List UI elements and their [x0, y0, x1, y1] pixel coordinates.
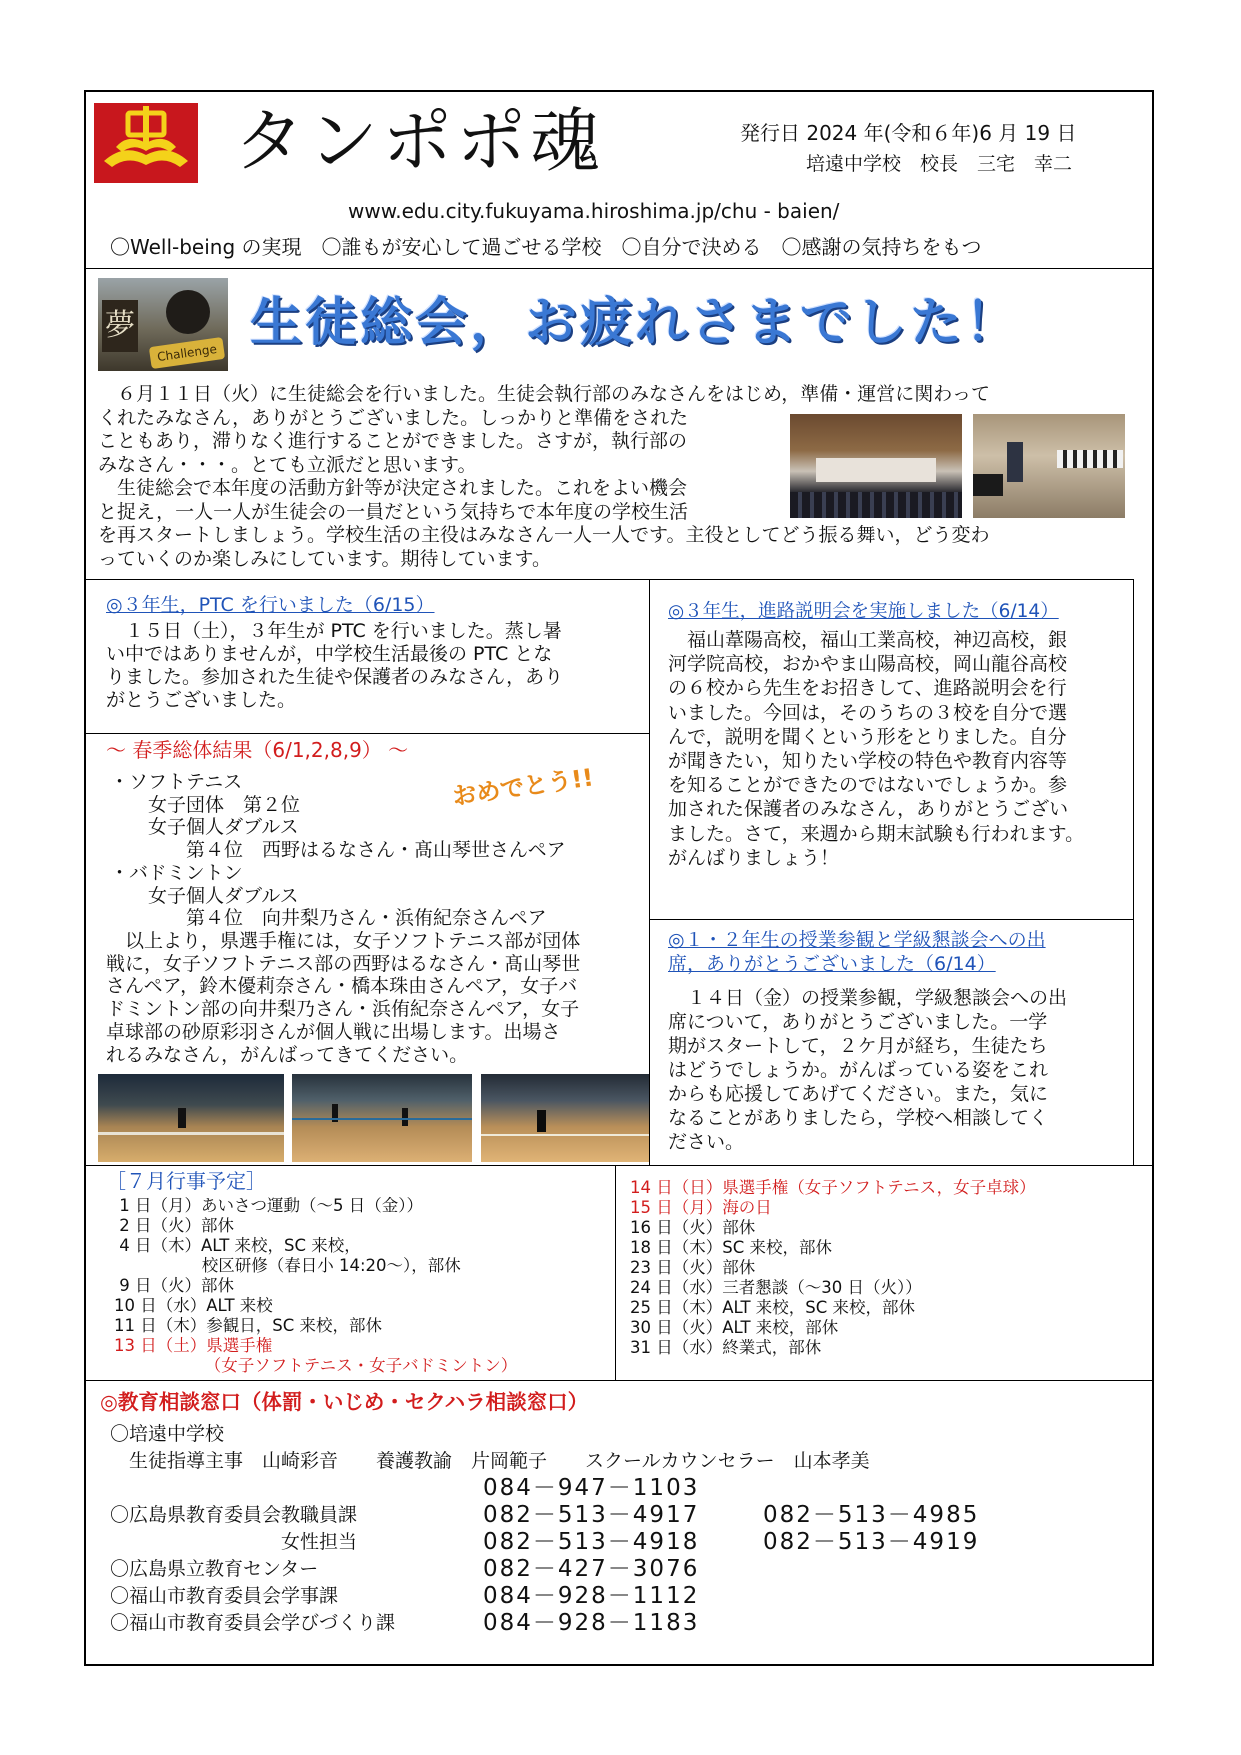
- schedule-item: 13 日（土）県選手権: [114, 1336, 273, 1355]
- schedule-item: 1 日（月）あいさつ運動（～5 日（金））: [114, 1196, 423, 1215]
- player: [402, 1108, 408, 1126]
- visit-heading: [668, 928, 1046, 976]
- consult-label: 女性担当: [110, 1531, 358, 1553]
- sports-line: 卓球部の砂原彩羽さんが個人戦に出場します。出場さ: [106, 1020, 561, 1043]
- consult-row: [110, 1556, 1050, 1583]
- school-phone: 084－947－1103: [483, 1475, 700, 1501]
- divider: [84, 268, 1154, 269]
- ptc-line: がとうございました。: [106, 689, 297, 711]
- schedule-item: 4 日（木）ALT 来校，SC 来校，: [114, 1236, 361, 1255]
- sports-photo-3: [481, 1074, 649, 1162]
- visit-line: １４日（金）の授業参観，学級懇談会への出: [668, 987, 1068, 1009]
- sports-line: れるみなさん，がんばってきてください。: [106, 1043, 469, 1066]
- newsletter-title: タンポポ魂: [234, 100, 604, 182]
- intro-line: と捉え，一人一人が生徒会の一員だという気持ちで本年度の学校生活: [98, 500, 688, 523]
- divider: [84, 1380, 1154, 1381]
- visit-line: からも応援してあげてください。また，気に: [668, 1083, 1049, 1105]
- schedule-item: 15 日（月）海の日: [630, 1198, 772, 1217]
- assembly-photo-speaker: [973, 414, 1125, 518]
- sports-line: 第４位 向井梨乃さん・浜侑紀奈さんペア: [110, 907, 547, 930]
- banner-headline: 生徒総会，お疲れさまでした！: [250, 293, 1021, 353]
- phone-number: 082－513－4985: [763, 1502, 980, 1528]
- visit-line: はどうでしょうか。がんばっている姿をこれ: [668, 1059, 1049, 1081]
- intro-line: みなさん・・・。とても立派だと思います。: [98, 453, 477, 476]
- consult-staff: 生徒指導主事 山崎彩音 養護教諭 片岡範子 スクールカウンセラー 山本孝美: [110, 1450, 870, 1472]
- assembly-photo-stage: [790, 414, 962, 518]
- career-line: いました。今回は，そのうちの３校を自分で選: [668, 701, 1068, 724]
- school-emblem: [94, 103, 198, 183]
- intro-line: っていくのか楽しみにしています。期待しています。: [98, 547, 551, 570]
- intro-line: を再スタートしましょう。学校生活の主役はみなさん一人一人です。主役としてどう振る舞い，どう変わ: [98, 524, 990, 546]
- schedule-item: 10 日（水）ALT 来校: [114, 1296, 273, 1315]
- sports-line: 女子個人ダブルス: [110, 816, 299, 839]
- visit-heading-line: 席，ありがとうございました（6/14）: [668, 953, 996, 975]
- schedule-item: （女子ソフトテニス・女子バドミントン）: [114, 1356, 518, 1375]
- consult-school: 〇培遠中学校: [110, 1423, 225, 1445]
- school-principal: 培遠中学校 校長 三宅 幸二: [806, 153, 1073, 175]
- schedule-item: 18 日（木）SC 来校，部休: [630, 1238, 832, 1257]
- schedule-item: 23 日（火）部休: [630, 1258, 756, 1277]
- schedule-right-list: [630, 1178, 1036, 1358]
- schedule-divider: [615, 1165, 616, 1380]
- piano: [973, 474, 1003, 496]
- schedule-item: 11 日（木）参観日，SC 来校，部休: [114, 1316, 382, 1335]
- court-line: [481, 1134, 649, 1136]
- career-line: ました。さて，来週から期末試験も行われます。: [668, 822, 1085, 845]
- phone-number: 084－928－1112: [483, 1583, 700, 1609]
- phone-number: 084－928－1183: [483, 1610, 700, 1636]
- stage-screen: [816, 458, 936, 482]
- sports-line: 戦に，女子ソフトテニス部の西野はるなさん・髙山琴世: [106, 952, 581, 975]
- career-line: 福山葦陽高校，福山工業高校，神辺高校，銀: [668, 629, 1068, 651]
- sports-summary: [106, 930, 580, 1066]
- court-line: [98, 1132, 284, 1135]
- visit-line: なることがありましたら，学校へ相談してく: [668, 1107, 1049, 1129]
- career-line: がんばりましょう！: [668, 846, 840, 869]
- schedule-item: 校区研修（春日小 14:20～），部休: [114, 1256, 461, 1275]
- ptc-line: い中ではありませんが，中学校生活最後の PTC とな: [106, 643, 553, 665]
- visit-heading-line: ◎１・２年生の授業参観と学級懇談会への出: [668, 929, 1046, 951]
- consult-label: 〇広島県教育委員会教職員課: [110, 1504, 358, 1526]
- phone-number: 082－513－4918: [483, 1529, 700, 1555]
- sports-article: [110, 771, 566, 930]
- career-line: 加された保護者のみなさん，ありがとうござい: [668, 798, 1069, 821]
- schedule-item: 31 日（水）終業式，部休: [630, 1338, 822, 1357]
- schedule-left-list: [114, 1196, 517, 1376]
- column-divider: [649, 579, 650, 1165]
- sports-line: ・ソフトテニス: [110, 771, 243, 793]
- ptc-article: [106, 620, 563, 712]
- career-line: んで，説明を聞くという形をとりました。自分: [668, 725, 1067, 748]
- divider: [649, 919, 1134, 920]
- lantern: [166, 290, 210, 334]
- column-divider: [1133, 579, 1134, 1165]
- banner-photo: [98, 278, 228, 371]
- career-heading: ◎３年生，進路説明会を実施しました（6/14）: [668, 601, 1059, 622]
- seated-students: [1057, 450, 1123, 468]
- consult-row: [110, 1610, 1050, 1637]
- dream-sign: 夢: [102, 300, 138, 352]
- intro-line: こともあり，滞りなく進行することができました。さすが，執行部の: [98, 430, 688, 452]
- sports-line: 第４位 西野はるなさん・髙山琴世さんペア: [110, 839, 566, 862]
- visit-line: 席について，ありがとうございました。一学: [668, 1011, 1048, 1033]
- schedule-item: 14 日（日）県選手権（女子ソフトテニス，女子卓球）: [630, 1178, 1036, 1197]
- schedule-item: 30 日（火）ALT 来校，部休: [630, 1318, 839, 1337]
- ptc-heading: ◎３年生，PTC を行いました（6/15）: [106, 594, 435, 616]
- schedule-item: 24 日（水）三者懇談（～30 日（火））: [630, 1278, 922, 1297]
- sports-heading: ～ 春季総体結果（6/1,2,8,9） ～: [106, 738, 409, 762]
- sports-photo-1: [98, 1074, 284, 1162]
- visit-line: 期がスタートして，２ケ月が経ち，生徒たち: [668, 1035, 1048, 1057]
- issue-date: 発行日 2024 年(令和６年)6 月 19 日: [740, 121, 1077, 145]
- schedule-heading: ［７月行事予定］: [106, 1169, 266, 1193]
- sports-line: ・バドミントン: [110, 861, 243, 884]
- divider: [84, 1165, 1154, 1166]
- emblem-icon: [94, 103, 198, 183]
- player: [178, 1108, 186, 1128]
- consult-label: 〇福山市教育委員会学びづくり課: [110, 1612, 396, 1634]
- phone-number: 082－427－3076: [483, 1556, 700, 1582]
- consult-row: [110, 1583, 1050, 1610]
- sports-line: 女子個人ダブルス: [110, 884, 299, 907]
- consult-heading: ◎教育相談窓口（体罰・いじめ・セクハラ相談窓口）: [100, 1390, 589, 1414]
- sports-line: さんペア，鈴木優莉奈さん・橋本珠由さんペア，女子バ: [106, 975, 578, 998]
- speaker: [1007, 442, 1023, 482]
- visit-article: [668, 986, 1067, 1154]
- consult-row: [110, 1502, 1050, 1529]
- career-line: の６校から先生をお招きして、進路説明会を行: [668, 677, 1067, 700]
- schedule-item: 25 日（木）ALT 来校，SC 来校，部休: [630, 1298, 916, 1317]
- divider: [84, 579, 1134, 580]
- sports-line: ドミントン部の向井梨乃さん・浜侑紀奈さんペア，女子: [106, 998, 580, 1021]
- phone-number: 082－513－4917: [483, 1502, 700, 1528]
- challenge-sign: Challenge: [149, 337, 225, 369]
- career-line: が聞きたい，知りたい学校の特色や教育内容等: [668, 750, 1068, 773]
- visit-line: ださい。: [668, 1131, 745, 1153]
- sports-line: 女子団体 第２位: [110, 793, 301, 816]
- consult-rows: [110, 1502, 1050, 1637]
- sports-photo-2: [292, 1074, 472, 1162]
- intro-line: ６月１１日（火）に生徒総会を行いました。生徒会執行部のみなさんをはじめ，準備・運営に関わって: [98, 383, 991, 405]
- consult-row: [110, 1529, 1050, 1556]
- career-line: を知ることができたのではないでしょうか。参: [668, 774, 1068, 797]
- sports-line: 以上より，県選手権には，女子ソフトテニス部が団体: [106, 930, 581, 952]
- consult-label: 〇福山市教育委員会学事課: [110, 1585, 339, 1607]
- divider: [84, 733, 650, 734]
- intro-line: 生徒総会で本年度の活動方針等が決定されました。これをよい機会: [98, 477, 688, 499]
- school-url[interactable]: www.edu.city.fukuyama.hiroshima.jp/chu - baien/: [348, 199, 840, 223]
- school-goals: 〇Well-being の実現 〇誰もが安心して過ごせる学校 〇自分で決める 〇感謝の気持ちをもつ: [110, 235, 982, 259]
- intro-line: くれたみなさん，ありがとうございました。しっかりと準備をされた: [98, 406, 689, 429]
- career-article: [668, 628, 1084, 870]
- ptc-line: １５日（土），３年生が PTC を行いました。蒸し暑: [106, 620, 562, 642]
- net: [292, 1118, 472, 1120]
- career-line: 河学院高校，おかやま山陽高校，岡山龍谷高校: [668, 653, 1068, 676]
- congrats-text: おめでとう!!: [450, 763, 596, 811]
- schedule-item: 9 日（火）部休: [114, 1276, 234, 1295]
- phone-number: 082－513－4919: [763, 1529, 980, 1555]
- player: [537, 1110, 546, 1132]
- schedule-item: 16 日（火）部休: [630, 1218, 756, 1237]
- ptc-line: りました。参加された生徒や保護者のみなさん，あり: [106, 666, 564, 688]
- schedule-item: 2 日（火）部休: [114, 1216, 234, 1235]
- emblem-char: [94, 103, 95, 104]
- audience: [790, 492, 962, 518]
- consult-label: 〇広島県立教育センター: [110, 1558, 319, 1580]
